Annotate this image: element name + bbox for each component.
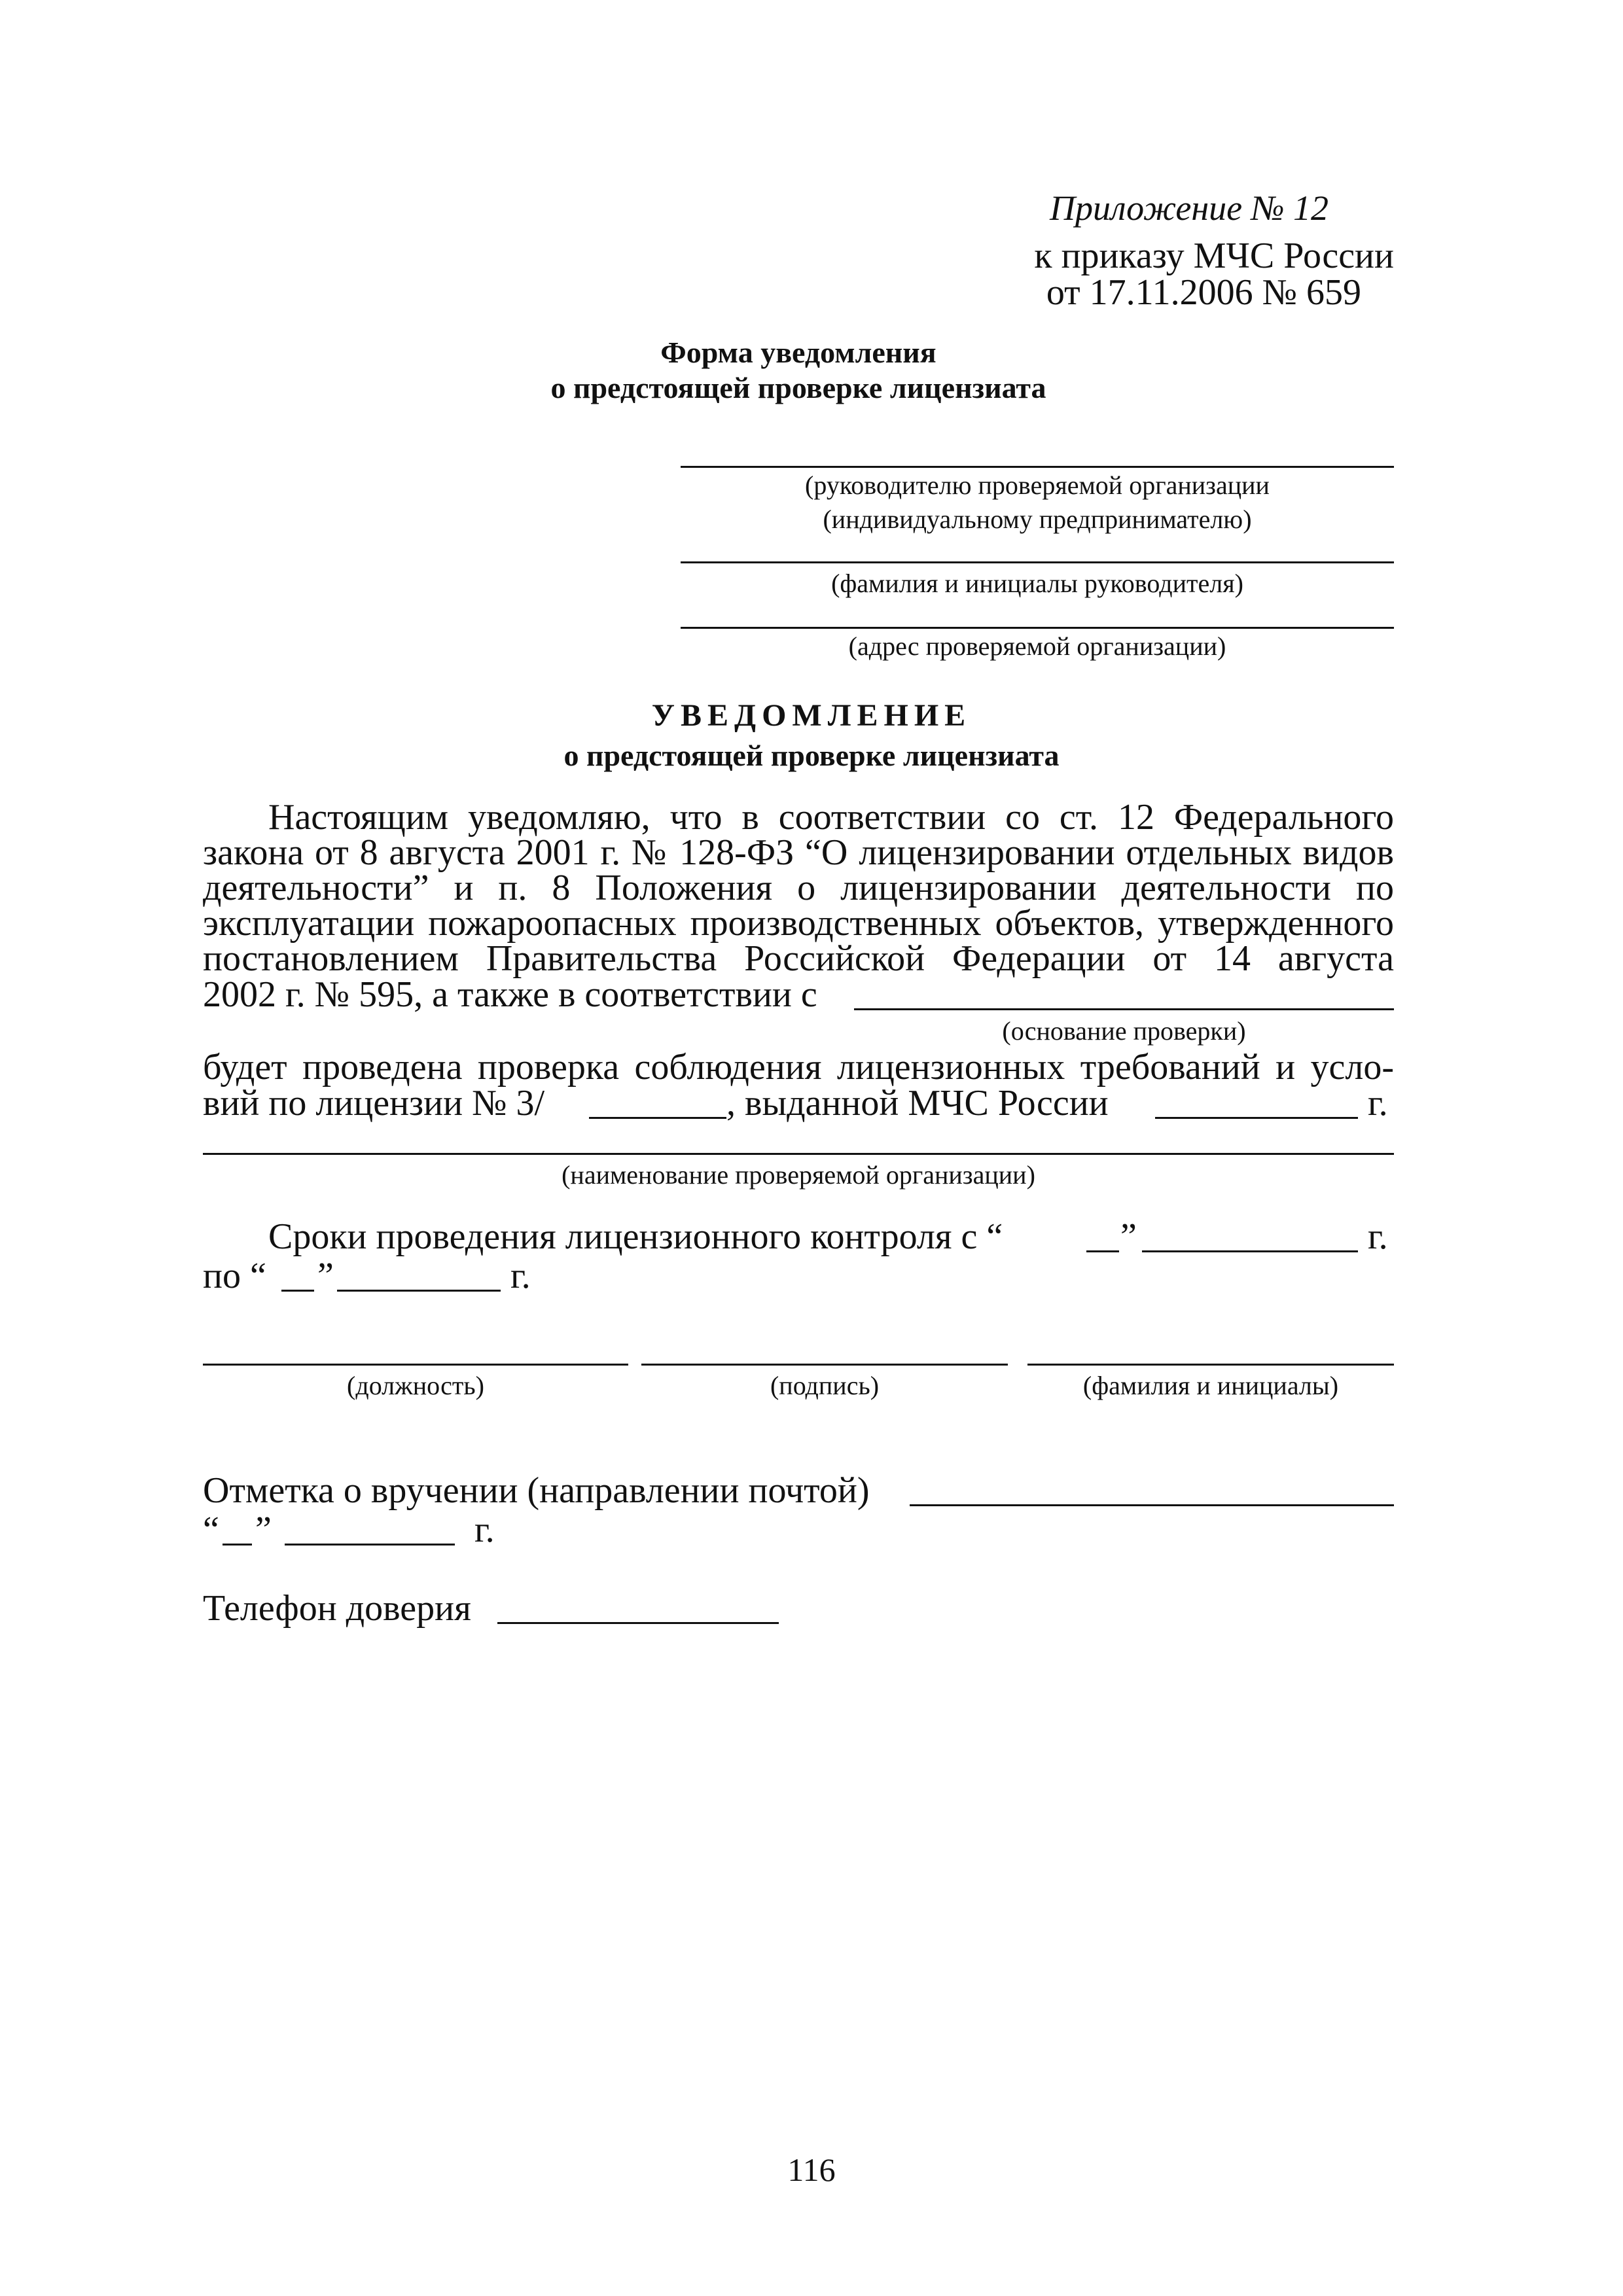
hotline-blank <box>497 1622 779 1624</box>
delivery-date-open: “ <box>203 1510 219 1550</box>
body-line-8a: вий по лицензии № 3/ <box>203 1083 545 1123</box>
order-reference-line2: от 17.11.2006 № 659 <box>1046 272 1361 313</box>
body-line-4: эксплуатации пожароопасных производственных объектов, утвержденного <box>203 903 1394 944</box>
signature-position-caption: (должность) <box>347 1371 484 1400</box>
addressee-name-line <box>681 561 1394 563</box>
body-line-5: постановлением Правительства Российской Федерации от 14 августа <box>203 938 1394 979</box>
notice-title: УВЕДОМЛЕНИЕ <box>651 698 972 733</box>
order-reference-line1: к приказу МЧС России <box>1034 236 1394 276</box>
terms-line-2b: ” <box>317 1256 334 1296</box>
delivery-year: г. <box>474 1510 495 1550</box>
terms-line-1a: Сроки проведения лицензионного контроля с “ <box>268 1216 1003 1257</box>
delivery-blank <box>910 1504 1394 1506</box>
signature-position-line <box>203 1364 628 1366</box>
license-number-blank <box>589 1117 726 1119</box>
terms-start-month-blank <box>1142 1250 1358 1252</box>
addressee-name-caption: (фамилия и инициалы руководителя) <box>831 569 1243 598</box>
terms-line-2c: г. <box>510 1256 531 1296</box>
hotline-label: Телефон доверия <box>203 1588 471 1629</box>
body-line-8c: г. <box>1368 1083 1388 1123</box>
addressee-caption-1: (руководителю проверяемой организации <box>805 470 1270 500</box>
basis-blank <box>854 1008 1394 1010</box>
signature-sign-caption: (подпись) <box>770 1371 880 1400</box>
delivery-label: Отметка о вручении (направлении почтой) <box>203 1470 870 1511</box>
addressee-address-caption: (адрес проверяемой организации) <box>848 631 1226 661</box>
terms-start-day-blank <box>1086 1250 1119 1252</box>
addressee-address-line <box>681 627 1394 629</box>
terms-end-day-blank <box>281 1290 314 1292</box>
body-line-2: закона от 8 августа 2001 г. № 128-ФЗ “О лицензировании отдельных видов <box>203 832 1394 873</box>
form-title-line1: Форма уведомления <box>660 336 936 369</box>
delivery-day-blank <box>223 1544 252 1545</box>
page-number: 116 <box>787 2151 836 2188</box>
signature-name-caption: (фамилия и инициалы) <box>1082 1371 1339 1400</box>
organization-name-caption: (наименование проверяемой организации) <box>562 1160 1035 1190</box>
body-line-8b: , выданной МЧС России <box>726 1083 1109 1123</box>
terms-line-2a: по “ <box>203 1256 266 1296</box>
notice-subtitle: о предстоящей проверке лицензиата <box>563 739 1060 772</box>
form-title-line2: о предстоящей проверке лицензиата <box>550 371 1046 404</box>
body-line-7: будет проведена проверка соблюдения лицензионных требований и усло- <box>203 1047 1394 1087</box>
addressee-org-line <box>681 466 1394 468</box>
organization-name-line <box>203 1153 1394 1155</box>
addressee-caption-2: (индивидуальному предпринимателю) <box>823 504 1252 534</box>
body-line-6: 2002 г. № 595, а также в соответствии с <box>203 974 817 1015</box>
delivery-date-close: ” <box>255 1510 272 1550</box>
delivery-month-blank <box>285 1544 455 1545</box>
body-line-3: деятельности” и п. 8 Положения о лицензировании деятельности по <box>203 868 1394 908</box>
basis-caption: (основание проверки) <box>1002 1016 1246 1046</box>
body-line-1: Настоящим уведомляю, что в соответствии со ст. 12 Федерального <box>268 797 1394 838</box>
license-date-blank <box>1155 1117 1358 1119</box>
terms-line-1b: ” <box>1120 1216 1137 1257</box>
signature-name-line <box>1027 1364 1394 1366</box>
appendix-label: Приложение № 12 <box>1049 188 1329 228</box>
terms-end-month-blank <box>337 1290 501 1292</box>
terms-line-1c: г. <box>1368 1216 1388 1257</box>
signature-sign-line <box>641 1364 1008 1366</box>
